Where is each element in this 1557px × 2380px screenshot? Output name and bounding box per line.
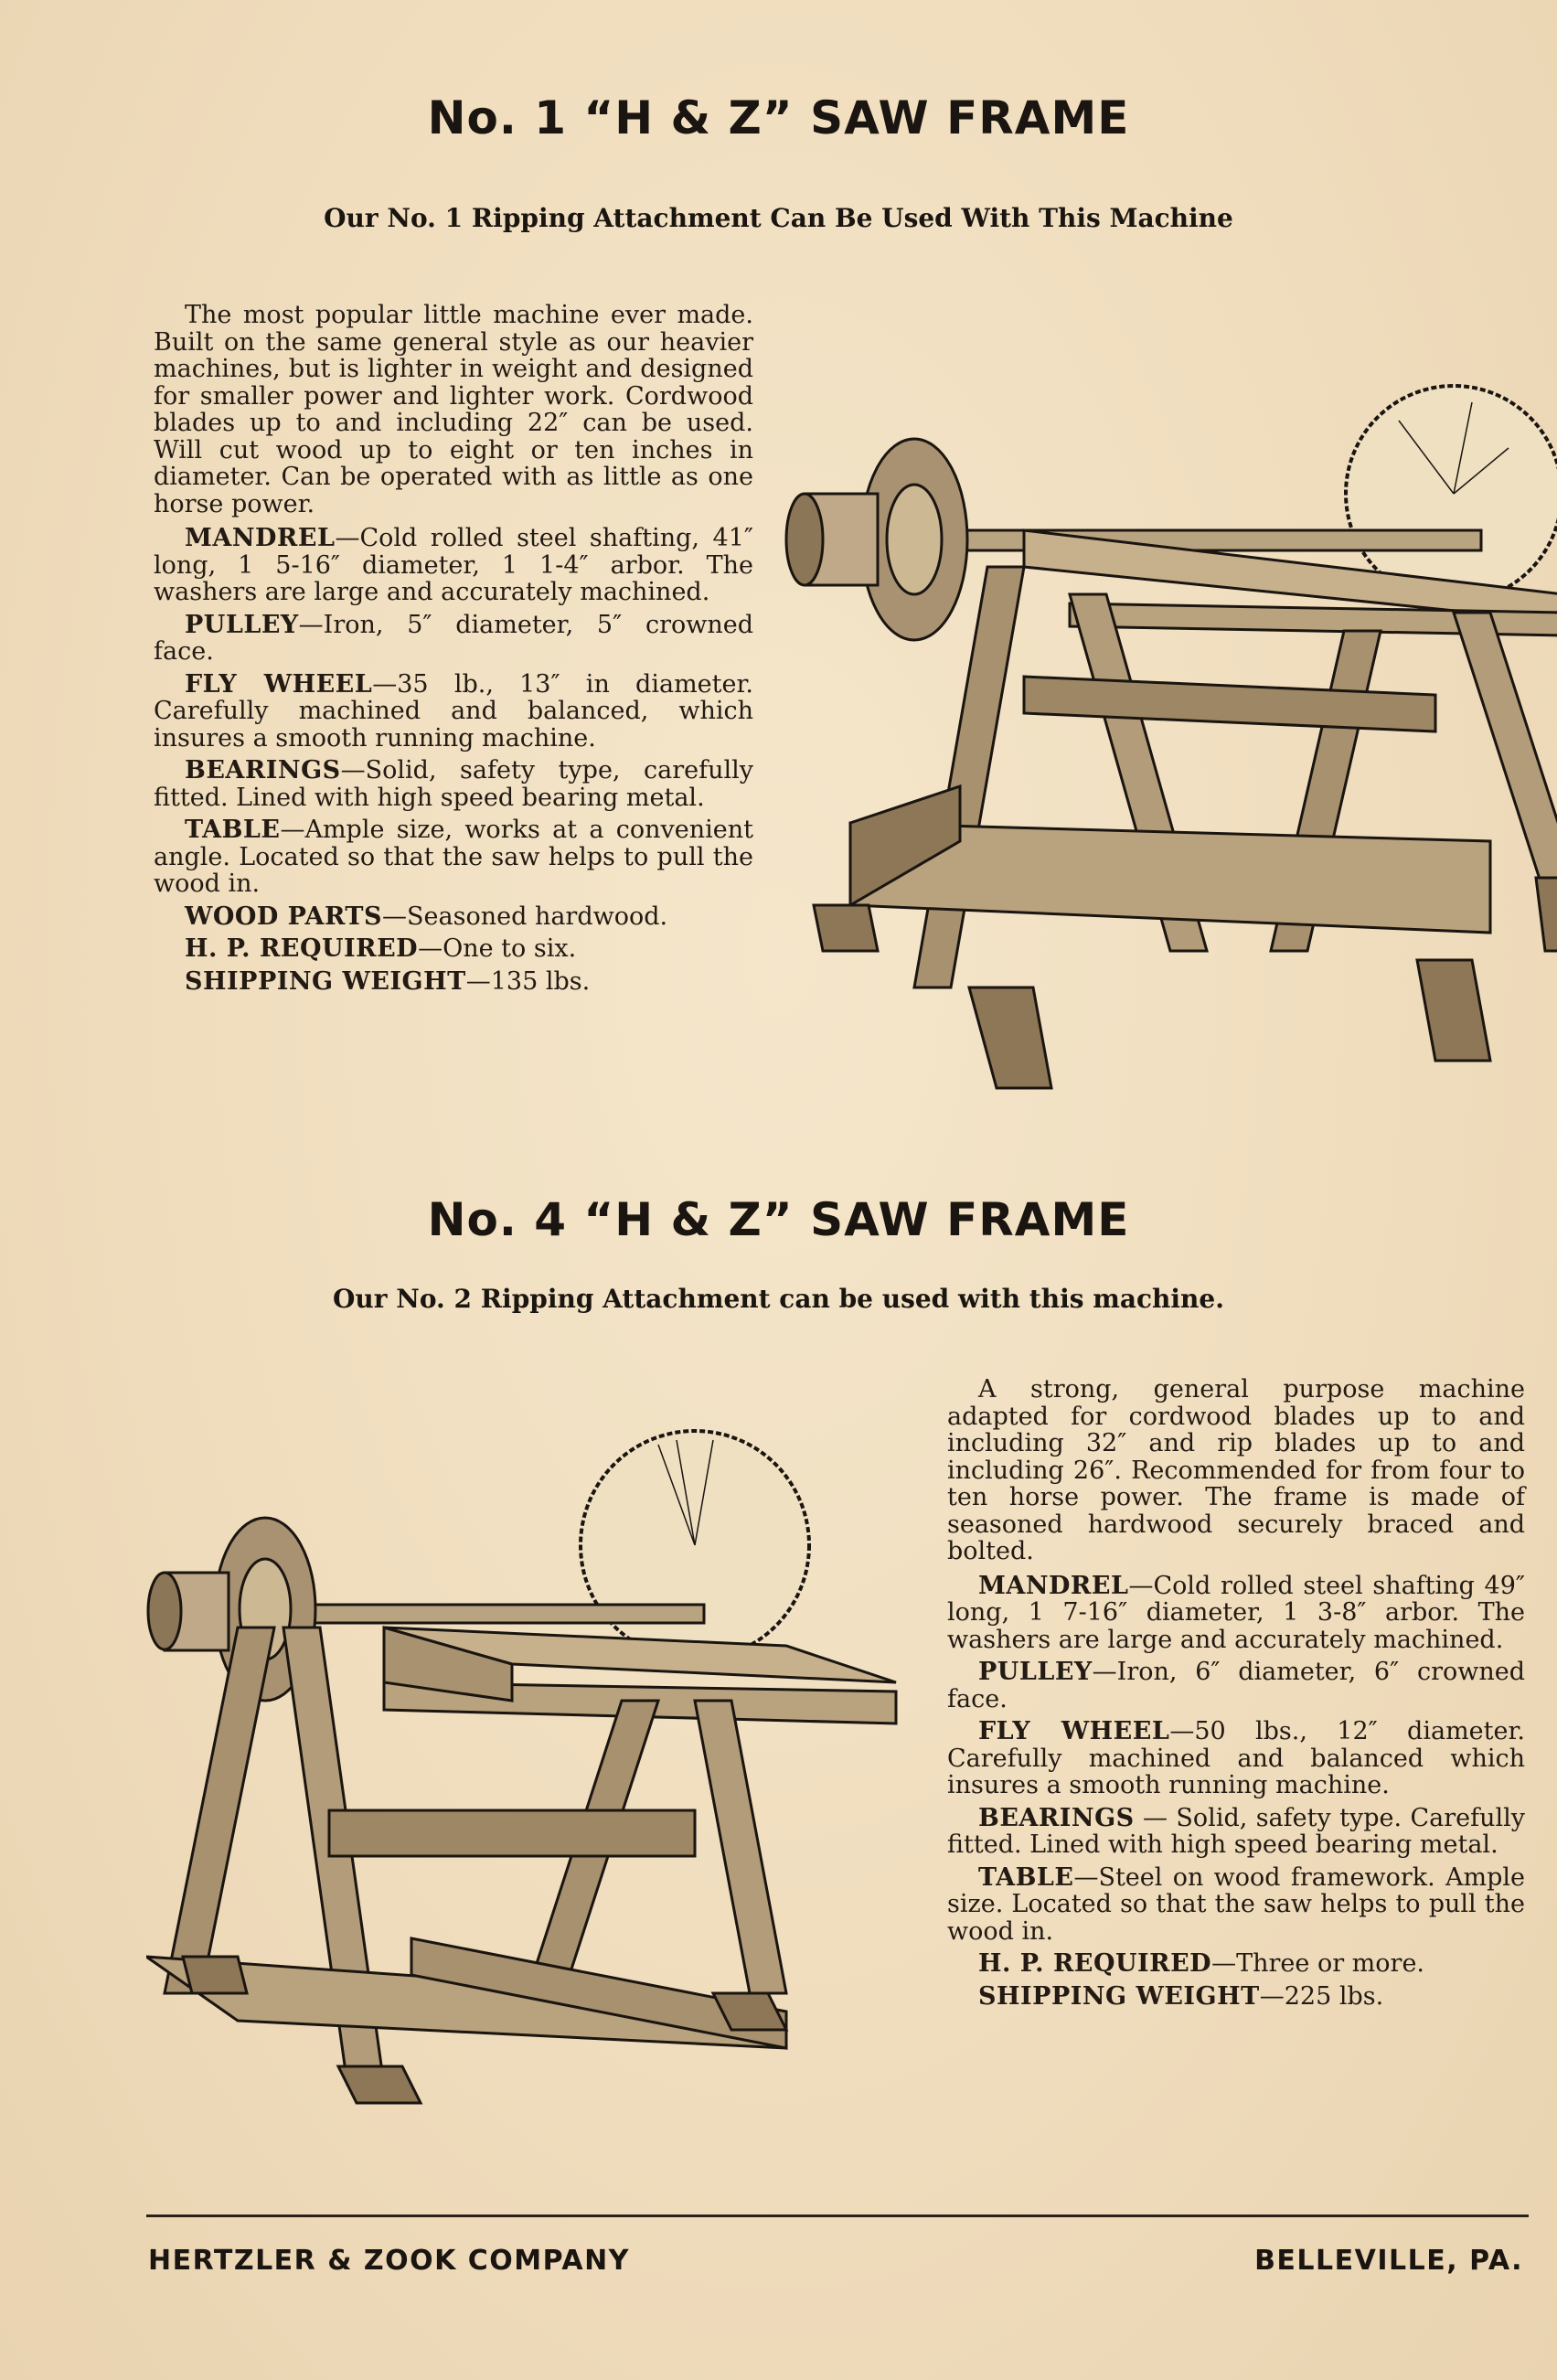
footer-company: HERTZLER & ZOOK COMPANY — [148, 2245, 630, 2277]
section1-spec-mandrel: MANDREL—Cold rolled steel shafting, 41″ long, 1 5-16″ diameter, 1 1-4″ arbor. The washers are large and accurately machined. — [154, 524, 753, 606]
section1-spec-wood-parts: WOOD PARTS—Seasoned hardwood. — [185, 902, 668, 931]
section1-spec-weight: SHIPPING WEIGHT—135 lbs. — [185, 966, 591, 996]
section2-spec-weight: SHIPPING WEIGHT—225 lbs. — [978, 1981, 1384, 2011]
footer-rule — [146, 2215, 1529, 2217]
section2-spec-flywheel: FLY WHEEL—50 lbs., 12″ diameter. Carefully machined and balanced which insures a smooth running machine. — [947, 1717, 1526, 1799]
saw-frame-no1-illustration — [777, 384, 1557, 1097]
section2-intro: A strong, general purpose machine adapted for cordwood blades up to and including 32″ and rip blades up to and including 26″. Recommended for from four to ten horse power. The frame is made of seasoned hardwood securely braced and bolted. — [947, 1375, 1525, 1565]
section2-subtitle: Our No. 2 Ripping Attachment can be used with this machine. — [333, 1284, 1224, 1314]
section1-subtitle: Our No. 1 Ripping Attachment Can Be Used With This Machine — [324, 203, 1233, 233]
section2-spec-bearings: BEARINGS — Solid, safety type. Carefully fitted. Lined with high speed bearing metal. — [947, 1803, 1525, 1859]
section1-spec-pulley: PULLEY—Iron, 5″ diameter, 5″ crowned face. — [154, 610, 753, 666]
section1-title: No. 1 “H & Z” SAW FRAME — [427, 91, 1130, 144]
section2-title: No. 4 “H & Z” SAW FRAME — [427, 1193, 1130, 1246]
section1-spec-hp: H. P. REQUIRED—One to six. — [185, 934, 577, 963]
section2-spec-mandrel: MANDREL—Cold rolled steel shafting 49″ long, 1 7-16″ diameter, 1 3-8″ arbor. The washers are large and accurately machined. — [947, 1571, 1525, 1654]
section1-spec-flywheel: FLY WHEEL—35 lb., 13″ in diameter. Carefully machined and balanced, which insures a smooth running machine. — [154, 669, 754, 752]
section2-description — [947, 1376, 1525, 2015]
section1-spec-table: TABLE—Ample size, works at a convenient angle. Located so that the saw helps to pull the wood in. — [154, 816, 753, 898]
section2-spec-hp: H. P. REQUIRED—Three or more. — [978, 1949, 1425, 1978]
section2-spec-pulley: PULLEY—Iron, 6″ diameter, 6″ crowned face. — [947, 1658, 1525, 1713]
saw-frame-no4-illustration — [146, 1426, 905, 2121]
section1-spec-bearings: BEARINGS—Solid, safety type, carefully fitted. Lined with high speed bearing metal. — [154, 756, 753, 812]
footer-location: BELLEVILLE, PA. — [1254, 2245, 1523, 2277]
section2-spec-table: TABLE—Steel on wood framework. Ample size. Located so that the saw helps to pull the wood in. — [947, 1862, 1525, 1946]
section1-description — [154, 302, 753, 1000]
section1-intro: The most popular little machine ever made. Built on the same general style as our heavier machines, but is lighter in weight and designed for smaller power and lighter work. Cordwood blades up to and including 22″ can be used. Will cut wood up to eight or ten inches in diameter. Can be operated with as little as one horse power. — [154, 301, 753, 518]
